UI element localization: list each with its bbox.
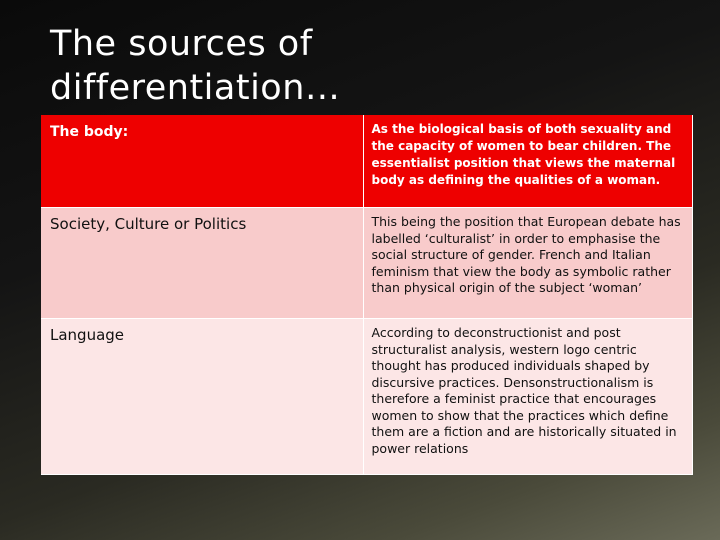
term-cell [41,208,363,319]
description-text: According to deconstructionist and post structuralist analysis, western logo centric thought has produced individuals shaped by discursive practices. Densonstructionalism is therefore a feminist practice that encourages women to show that the practices which define them are a fiction and are historically situated in power relations [371,325,677,456]
sources-table [41,115,693,475]
slide-title-line-2: differentiation… [50,68,341,108]
term-label: The body: [50,124,129,140]
description-text: As the biological basis of both sexuality and the capacity of women to bear children. The essentialist position that views the maternal body as defining the qualities of a woman. [371,122,676,187]
description-cell [363,115,692,208]
description-text: This being the position that European debate has labelled ‘culturalist’ in order to emphasise the social structure of gender. French and Italian feminism that view the body as symbolic rather than physical origin of the subject ‘woman’ [371,214,681,295]
term-cell [41,115,363,208]
description-cell [363,208,692,319]
term-label: Language [50,326,125,344]
slide-title [50,22,650,110]
table-row-language [41,319,692,475]
description-cell [363,319,692,475]
table-row-body [41,115,692,208]
term-cell [41,319,363,475]
table-row-society [41,208,692,319]
term-label: Society, Culture or Politics [50,215,247,233]
slide-title-line-1: The sources of [50,24,313,64]
